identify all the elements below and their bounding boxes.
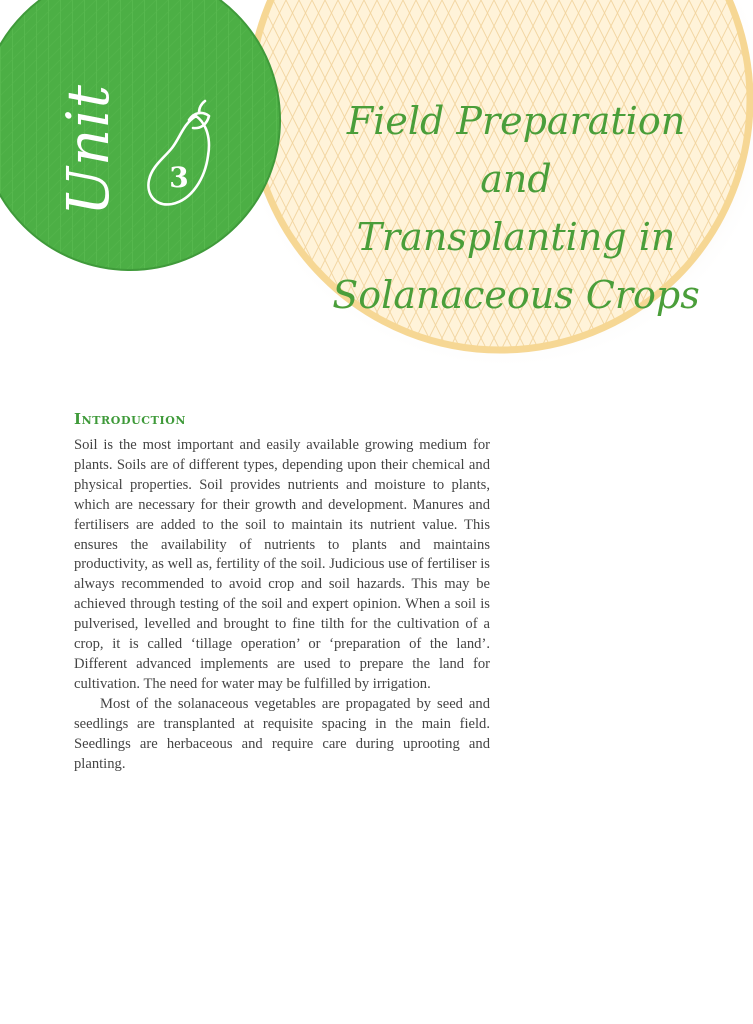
unit-number: 3 [169, 161, 189, 194]
introduction-section [74, 408, 490, 774]
unit-title [330, 92, 702, 324]
title-line-1: Field Preparation [346, 99, 686, 143]
title-line-2: and [480, 157, 552, 201]
body-paragraph-1: Soil is the most important and easily available growing medium for plants. Soils are of different types, depending upon their chemical and physical properties. Soil provides nutrients and moisture to plants, which are necessary for their growth and development. Manures and fertilisers are added to the soil to maintain its nutrient value. This ensures the availability of nutrients to plants and maintains productivity, as well as, fertility of the soil. Judicious use of fertiliser is always recommended to avoid crop and soil hazards. This may be achieved through testing of the soil and expert opinion. When a soil is pulverised, levelled and brought to fine tilth for the cultivation of a crop, it is called ‘tillage operation’ or ‘preparation of the land’. Different advanced implements are used to prepare the land for cultivation. The need for water may be fulfilled by irrigation. [74, 437, 490, 692]
unit-label: Unit [54, 83, 122, 216]
title-line-4: Solanaceous Crops [332, 273, 700, 317]
title-line-3: Transplanting in [356, 215, 676, 259]
section-heading: Introduction [74, 410, 187, 428]
body-paragraph-2: Most of the solanaceous vegetables are propagated by seed and seedlings are transplanted at requisite spacing in the main field. Seedlings are herbaceous and require care during uprooting and planting. [74, 695, 490, 772]
